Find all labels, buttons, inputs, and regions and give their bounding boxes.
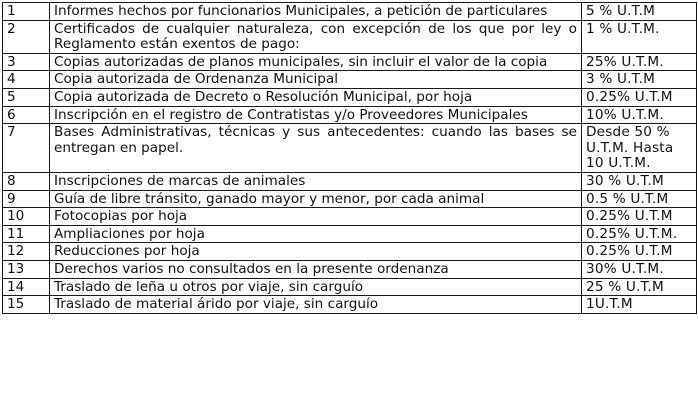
row-description: Derechos varios no consultados en la presente ordenanza: [50, 260, 582, 278]
row-number: 5: [3, 88, 50, 106]
table-row: [3, 243, 697, 261]
row-description: Inscripciones de marcas de animales: [50, 172, 582, 190]
table-row: [3, 172, 697, 190]
row-value: 3 % U.T.M: [582, 71, 697, 89]
row-number: 12: [3, 243, 50, 261]
row-value: 5 % U.T.M: [582, 3, 697, 21]
table-row: [3, 296, 697, 314]
row-description: Fotocopias por hoja: [50, 208, 582, 226]
row-description: Ampliaciones por hoja: [50, 225, 582, 243]
table-row: [3, 225, 697, 243]
table-row: [3, 53, 697, 71]
table-row: [3, 20, 697, 53]
table-row: [3, 278, 697, 296]
table-row: [3, 260, 697, 278]
row-value: 30% U.T.M.: [582, 260, 697, 278]
row-description: Reducciones por hoja: [50, 243, 582, 261]
row-description: Copias autorizadas de planos municipales, sin incluir el valor de la copia: [50, 53, 582, 71]
table-row: [3, 71, 697, 89]
row-description: Certificados de cualquier naturaleza, con excepción de los que por ley o Reglamento están exentos de pago:: [50, 20, 582, 53]
row-description: Copia autorizada de Decreto o Resolución Municipal, por hoja: [50, 88, 582, 106]
row-value: Desde 50 % U.T.M. Hasta 10 U.T.M.: [582, 124, 697, 173]
table-row: [3, 190, 697, 208]
row-number: 3: [3, 53, 50, 71]
row-value: 0.5 % U.T.M: [582, 190, 697, 208]
table-row: [3, 124, 697, 173]
row-description: Inscripción en el registro de Contratistas y/o Proveedores Municipales: [50, 106, 582, 124]
row-number: 4: [3, 71, 50, 89]
row-number: 9: [3, 190, 50, 208]
table-row: [3, 106, 697, 124]
row-number: 8: [3, 172, 50, 190]
row-number: 2: [3, 20, 50, 53]
row-value: 0.25% U.T.M: [582, 243, 697, 261]
table-row: [3, 3, 697, 21]
row-value: 1U.T.M: [582, 296, 697, 314]
row-value: 0.25% U.T.M: [582, 208, 697, 226]
table-row: [3, 88, 697, 106]
row-description: Bases Administrativas, técnicas y sus antecedentes: cuando las bases se entregan en papel.: [50, 124, 582, 173]
row-description: Traslado de material árido por viaje, sin carguío: [50, 296, 582, 314]
row-description: Traslado de leña u otros por viaje, sin carguío: [50, 278, 582, 296]
row-description: Informes hechos por funcionarios Municipales, a petición de particulares: [50, 3, 582, 21]
row-number: 1: [3, 3, 50, 21]
row-value: 25% U.T.M.: [582, 53, 697, 71]
row-value: 0.25% U.T.M: [582, 88, 697, 106]
row-number: 13: [3, 260, 50, 278]
row-value: 10% U.T.M.: [582, 106, 697, 124]
row-value: 1 % U.T.M.: [582, 20, 697, 53]
row-number: 14: [3, 278, 50, 296]
row-value: 25 % U.T.M: [582, 278, 697, 296]
row-value: 30 % U.T.M: [582, 172, 697, 190]
row-number: 15: [3, 296, 50, 314]
row-number: 10: [3, 208, 50, 226]
row-number: 11: [3, 225, 50, 243]
fees-table: [2, 2, 697, 314]
row-number: 6: [3, 106, 50, 124]
row-value: 0.25% U.T.M.: [582, 225, 697, 243]
row-description: Copia autorizada de Ordenanza Municipal: [50, 71, 582, 89]
row-description: Guía de libre tránsito, ganado mayor y menor, por cada animal: [50, 190, 582, 208]
row-number: 7: [3, 124, 50, 173]
fees-table-body: [3, 3, 697, 314]
table-row: [3, 208, 697, 226]
